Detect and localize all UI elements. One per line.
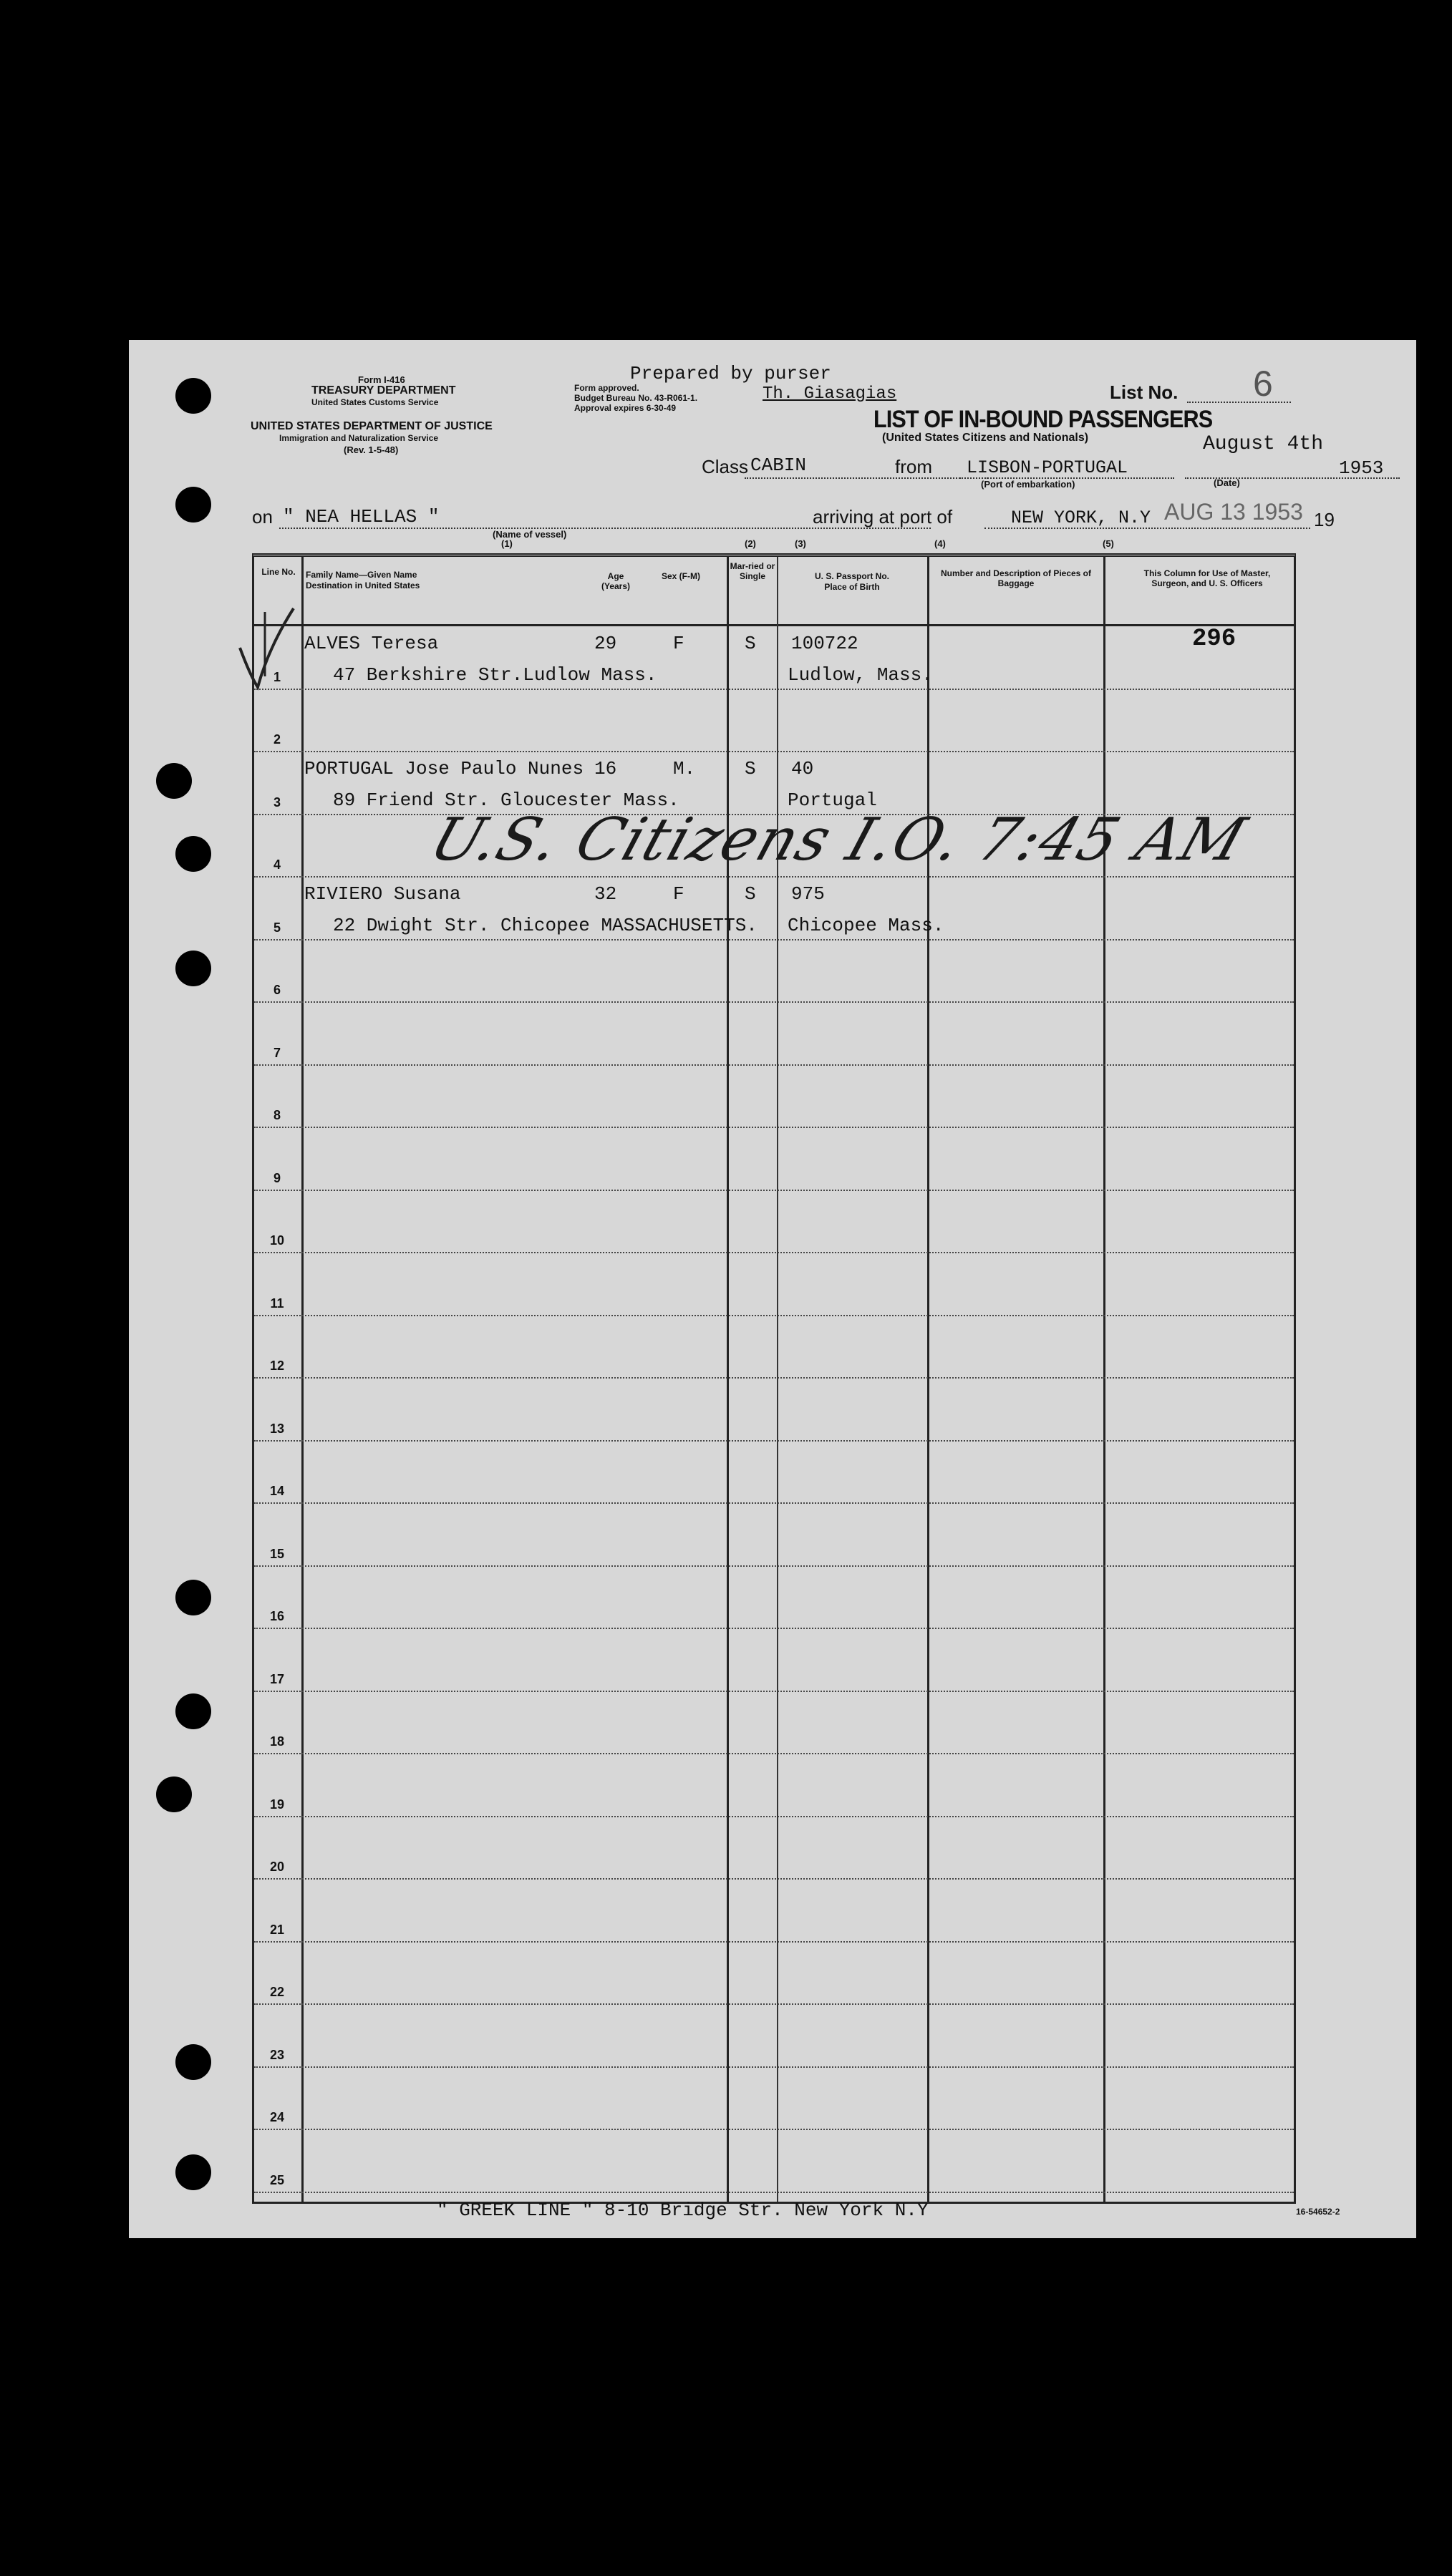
line-number: 20: [269, 1860, 285, 1874]
date-text: August 4th: [1203, 433, 1324, 455]
handwritten-inspection-note: U.S. Citizens I.O. 7:45 AM: [422, 806, 1255, 874]
from-label: from: [895, 456, 932, 477]
date-year: 1953: [1339, 457, 1384, 479]
row-divider: [254, 1753, 1294, 1754]
passenger-birthplace: Chicopee Mass.: [788, 915, 944, 936]
line-number: 24: [269, 2110, 285, 2124]
col-divider-line: [301, 557, 304, 2202]
col-number-3: (3): [795, 538, 806, 549]
row-divider: [254, 2003, 1294, 2005]
col-number-2: (2): [745, 538, 756, 549]
form-rev: (Rev. 1-5-48): [344, 444, 399, 455]
passenger-destination: 47 Berkshire Str.Ludlow Mass.: [333, 664, 657, 686]
passenger-birthplace: Portugal: [788, 789, 877, 811]
header-birth: Place of Birth: [824, 582, 880, 592]
binder-hole: [175, 487, 211, 523]
line-number: 10: [269, 1233, 285, 1248]
class-label: Class: [702, 456, 749, 477]
header-married: Mar-ried or Single: [730, 561, 775, 581]
passenger-name: PORTUGAL Jose Paulo Nunes: [304, 758, 584, 779]
row-divider: [254, 2066, 1294, 2068]
row-divider: [254, 1816, 1294, 1817]
manifest-page: [129, 340, 1416, 2238]
row-divider: [254, 939, 1294, 941]
binder-hole: [175, 1693, 211, 1729]
col-divider-married: [777, 557, 778, 2202]
approval-expires: Approval expires 6-30-49: [574, 403, 677, 413]
passenger-age: 16: [594, 758, 617, 779]
header-officers: This Column for Use of Master, Surgeon, and U. S. Officers: [1143, 568, 1271, 588]
line-number: 14: [269, 1484, 285, 1498]
passenger-destination: 22 Dwight Str. Chicopee MASSACHUSETTS.: [333, 915, 758, 936]
row-divider: [254, 2192, 1294, 2193]
passenger-marital-status: S: [745, 633, 756, 654]
passenger-age: 32: [594, 883, 617, 905]
header-destination: Destination in United States: [306, 580, 420, 590]
arriving-label: arriving at port of: [813, 506, 953, 528]
row-divider: [254, 1190, 1294, 1191]
line-number: 7: [273, 1045, 281, 1060]
row-divider: [254, 751, 1294, 752]
footer-line: " GREEK LINE " 8-10 Bridge Str. New York N.Y: [437, 2200, 929, 2221]
port-embarkation: LISBON-PORTUGAL: [967, 457, 1128, 478]
passenger-passport-no: 40: [791, 758, 814, 779]
row-divider: [254, 1127, 1294, 1128]
binder-hole: [156, 763, 192, 799]
class-value: CABIN: [750, 455, 807, 476]
row-divider: [254, 1440, 1294, 1442]
check-mark-icon: [236, 605, 301, 691]
class-line: [745, 477, 988, 479]
line-number: 19: [269, 1797, 285, 1812]
officer-count: 296: [1192, 626, 1236, 653]
header-sex: Sex (F-M): [662, 571, 700, 581]
col-number-4: (4): [934, 538, 946, 549]
line-number: 17: [269, 1671, 285, 1686]
list-no-line: [1187, 402, 1291, 403]
passenger-marital-status: S: [745, 883, 756, 905]
on-label: on: [252, 506, 273, 528]
line-number: 9: [273, 1170, 281, 1185]
line-number: 11: [270, 1296, 284, 1311]
line-number: 5: [273, 920, 281, 935]
row-divider: [254, 876, 1294, 878]
line-number: 8: [273, 1108, 281, 1122]
binder-hole: [175, 1580, 211, 1615]
arrival-port: NEW YORK, N.Y: [1011, 507, 1151, 528]
line-number: 25: [269, 2172, 285, 2187]
prepared-by: Prepared by purser: [630, 363, 831, 384]
row-divider: [254, 1502, 1294, 1504]
arrival-line: [984, 528, 1310, 529]
vessel-caption: (Name of vessel): [493, 529, 567, 540]
row-divider: [254, 1377, 1294, 1379]
ins-name: Immigration and Naturalization Service: [279, 433, 439, 443]
line-number: 12: [269, 1359, 285, 1373]
passenger-sex: F: [673, 883, 684, 905]
binder-hole: [175, 2044, 211, 2080]
budget-bureau: Budget Bureau No. 43-R061-1.: [574, 393, 698, 403]
line-number: 23: [269, 2047, 285, 2062]
row-divider: [254, 1941, 1294, 1943]
purser-name: Th. Giasagias: [763, 384, 897, 404]
row-divider: [254, 2129, 1294, 2130]
header-passport: U. S. Passport No.: [814, 571, 890, 581]
passenger-table: [252, 553, 1296, 2204]
line-number: 15: [269, 1546, 285, 1561]
date-caption: (Date): [1214, 477, 1240, 488]
list-subtitle: (United States Citizens and Nationals): [882, 432, 1089, 444]
form-approved: Form approved.: [574, 383, 639, 393]
col-number-5: (5): [1103, 538, 1114, 549]
row-divider: [254, 1001, 1294, 1003]
passenger-sex: M.: [673, 758, 696, 779]
footer-code: 16-54652-2: [1296, 2207, 1340, 2217]
line-number: 21: [269, 1922, 285, 1937]
line-number: 18: [269, 1734, 285, 1749]
justice-dept: UNITED STATES DEPARTMENT OF JUSTICE: [251, 420, 493, 432]
line-number: 1: [273, 669, 281, 684]
passenger-passport-no: 100722: [791, 633, 858, 654]
list-no-label: List No.: [1110, 381, 1178, 403]
line-number: 22: [269, 1985, 285, 1999]
passenger-name: RIVIERO Susana: [304, 883, 461, 905]
line-number: 6: [273, 983, 281, 997]
header-divider: [254, 624, 1294, 626]
col-number-1: (1): [501, 538, 513, 549]
row-divider: [254, 1064, 1294, 1066]
binder-hole: [175, 378, 211, 414]
list-title: LIST OF IN-BOUND PASSENGERS: [873, 406, 1213, 433]
header-baggage: Number and Description of Pieces of Baggage: [940, 568, 1092, 588]
row-divider: [254, 1628, 1294, 1629]
arrival-stamp: AUG 13 1953: [1164, 499, 1303, 525]
row-divider: [254, 1691, 1294, 1692]
row-divider: [254, 689, 1294, 690]
year-suffix: 19: [1314, 509, 1335, 530]
passenger-birthplace: Ludlow, Mass.: [788, 664, 933, 686]
row-divider: [254, 1315, 1294, 1316]
col-divider-name: [727, 557, 729, 2202]
line-number: 16: [269, 1609, 285, 1623]
list-no-value: 6: [1253, 364, 1273, 404]
passenger-marital-status: S: [745, 758, 756, 779]
form-number: Form I-416: [358, 374, 405, 385]
passenger-age: 29: [594, 633, 617, 654]
col-divider-passport: [927, 557, 929, 2202]
binder-hole: [156, 1777, 192, 1812]
binder-hole: [175, 951, 211, 986]
line-number: 4: [273, 857, 281, 872]
embark-caption: (Port of embarkation): [981, 479, 1075, 490]
row-divider: [254, 1565, 1294, 1567]
dept-name: TREASURY DEPARTMENT: [311, 384, 456, 397]
binder-hole: [175, 836, 211, 872]
header-name: Family Name—Given Name: [306, 570, 417, 580]
row-divider: [254, 1878, 1294, 1880]
binder-hole: [175, 2154, 211, 2190]
passenger-sex: F: [673, 633, 684, 654]
col-divider-baggage: [1103, 557, 1105, 2202]
passenger-passport-no: 975: [791, 883, 825, 905]
line-number: 3: [273, 794, 281, 810]
customs-service: United States Customs Service: [311, 397, 439, 407]
line-number: 2: [273, 732, 281, 747]
header-age: Age (Years): [601, 571, 631, 591]
passenger-destination: 89 Friend Str. Gloucester Mass.: [333, 789, 679, 811]
header-line-no: Line No.: [261, 567, 296, 577]
line-number: 13: [269, 1421, 285, 1436]
vessel-name: " NEA HELLAS ": [283, 506, 440, 528]
row-divider: [254, 1252, 1294, 1253]
passenger-name: ALVES Teresa: [304, 633, 439, 654]
